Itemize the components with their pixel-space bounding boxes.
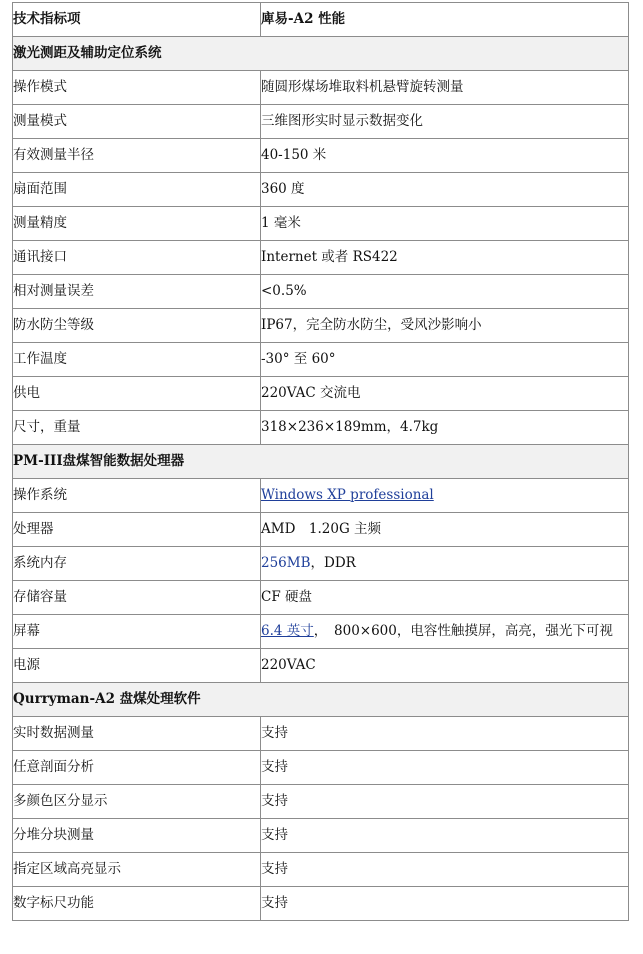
section-title-laser: 激光测距及辅助定位系统: [13, 37, 629, 71]
table-row: [13, 717, 629, 751]
table-row: [13, 785, 629, 819]
table-row: [13, 173, 629, 207]
table-row: [13, 105, 629, 139]
spec-key: 存储容量: [13, 581, 261, 615]
spec-key: 实时数据测量: [13, 717, 261, 751]
spec-value: 三维图形实时显示数据变化: [261, 105, 629, 139]
spec-value: 支持: [261, 887, 629, 921]
section-header: [13, 445, 629, 479]
screen-size-link[interactable]: 6.4 英寸: [261, 623, 314, 639]
spec-key: 系统内存: [13, 547, 261, 581]
spec-value: [261, 547, 629, 581]
memory-size-link[interactable]: 256MB: [261, 555, 311, 571]
table-row: [13, 581, 629, 615]
spec-value: 支持: [261, 819, 629, 853]
spec-value: 支持: [261, 751, 629, 785]
spec-key: 电源: [13, 649, 261, 683]
table-row: [13, 207, 629, 241]
table-row: [13, 615, 629, 649]
table-row: [13, 887, 629, 921]
spec-key: 多颜色区分显示: [13, 785, 261, 819]
table-row: [13, 309, 629, 343]
memory-type: ，DDR: [310, 555, 356, 571]
table-row: [13, 377, 629, 411]
spec-value: 360 度: [261, 173, 629, 207]
spec-key: 通讯接口: [13, 241, 261, 275]
spec-key: 尺寸，重量: [13, 411, 261, 445]
spec-key: 扇面范围: [13, 173, 261, 207]
spec-key: 防水防尘等级: [13, 309, 261, 343]
spec-value: <0.5%: [261, 275, 629, 309]
spec-value: 支持: [261, 853, 629, 887]
section-title-processor: PM-III盘煤智能数据处理器: [13, 445, 629, 479]
table-row: [13, 241, 629, 275]
table-row: [13, 751, 629, 785]
spec-key: 任意剖面分析: [13, 751, 261, 785]
spec-value: 220VAC 交流电: [261, 377, 629, 411]
spec-key: 指定区域高亮显示: [13, 853, 261, 887]
spec-value: [261, 479, 629, 513]
spec-key: 测量模式: [13, 105, 261, 139]
spec-key: 供电: [13, 377, 261, 411]
header-col-performance: 庳易-A2 性能: [261, 3, 629, 37]
spec-value: 支持: [261, 717, 629, 751]
table-row: [13, 139, 629, 173]
spec-value: 220VAC: [261, 649, 629, 683]
table-row: [13, 479, 629, 513]
spec-key: 操作系统: [13, 479, 261, 513]
table-row: [13, 411, 629, 445]
spec-value: 318×236×189mm，4.7kg: [261, 411, 629, 445]
section-header: [13, 683, 629, 717]
table-row: [13, 853, 629, 887]
spec-key: 处理器: [13, 513, 261, 547]
spec-key: 有效测量半径: [13, 139, 261, 173]
spec-value: AMD 1.20G 主频: [261, 513, 629, 547]
table-row: [13, 71, 629, 105]
spec-key: 分堆分块测量: [13, 819, 261, 853]
spec-value: IP67，完全防水防尘，受风沙影响小: [261, 309, 629, 343]
table-row: [13, 547, 629, 581]
spec-key: 屏幕: [13, 615, 261, 649]
spec-value: 40-150 米: [261, 139, 629, 173]
table-header-row: [13, 3, 629, 37]
spec-key: 工作温度: [13, 343, 261, 377]
spec-key: 测量精度: [13, 207, 261, 241]
section-header: [13, 37, 629, 71]
table-row: [13, 275, 629, 309]
table-row: [13, 649, 629, 683]
spec-value: 支持: [261, 785, 629, 819]
table-row: [13, 819, 629, 853]
spec-value: 随圆形煤场堆取料机悬臂旋转测量: [261, 71, 629, 105]
spec-key: 数字标尺功能: [13, 887, 261, 921]
spec-value: Internet 或者 RS422: [261, 241, 629, 275]
section-title-software: Qurryman-A2 盘煤处理软件: [13, 683, 629, 717]
spec-value: CF 硬盘: [261, 581, 629, 615]
spec-table: [12, 2, 629, 921]
spec-key: 操作模式: [13, 71, 261, 105]
table-row: [13, 343, 629, 377]
table-row: [13, 513, 629, 547]
spec-value: -30° 至 60°: [261, 343, 629, 377]
screen-detail: ， 800×600，电容性触摸屏，高亮，强光下可视: [313, 623, 613, 639]
spec-value: [261, 615, 629, 649]
spec-value: 1 毫米: [261, 207, 629, 241]
spec-key: 相对测量误差: [13, 275, 261, 309]
os-link[interactable]: Windows XP professional: [261, 487, 434, 503]
header-col-spec: 技术指标项: [13, 3, 261, 37]
